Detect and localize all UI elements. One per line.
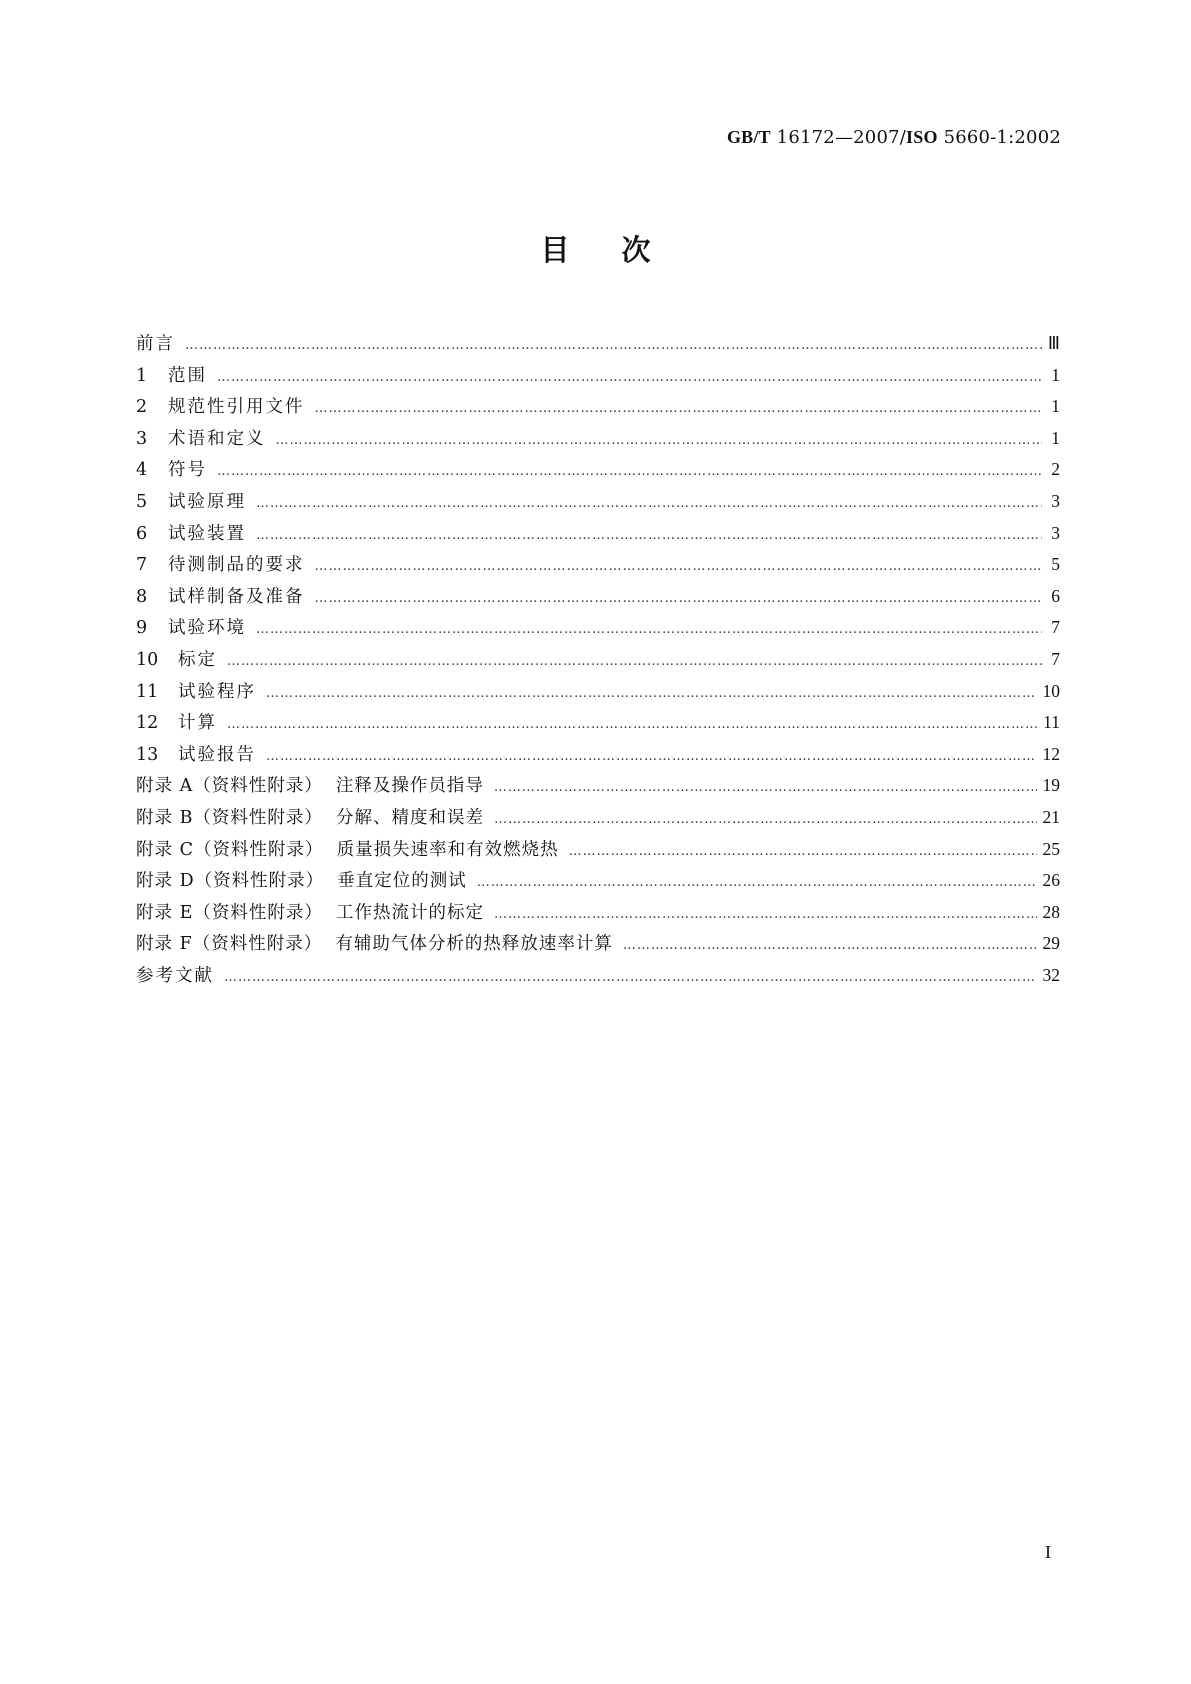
toc-entry-label: 计算	[178, 713, 217, 734]
toc-entry-number: 1	[136, 365, 148, 386]
toc-entry[interactable]	[136, 488, 1060, 520]
toc-entry-page: 6	[1051, 585, 1060, 606]
toc-entry-page: 5	[1051, 554, 1060, 575]
toc-entry-label: 试验装置	[168, 523, 246, 544]
toc-entry[interactable]	[136, 678, 1060, 710]
toc-entry-label: 符号	[168, 460, 207, 481]
toc-leader-dots	[256, 528, 1042, 543]
iso-prefix: ISO	[906, 127, 938, 147]
toc-entry-page: Ⅲ	[1047, 333, 1060, 353]
toc-leader-dots	[494, 907, 1037, 922]
toc-entry[interactable]	[136, 393, 1060, 425]
toc-leader-dots	[276, 433, 1043, 448]
toc-entry-page: 29	[1042, 933, 1060, 954]
toc-entry-number: 13	[136, 744, 159, 765]
toc-entry[interactable]	[136, 867, 1060, 899]
toc-entry-label: 附录 C（资料性附录） 质量损失速率和有效燃烧热	[136, 839, 559, 860]
toc-leader-dots	[227, 654, 1042, 669]
toc-entry-number: 4	[136, 460, 148, 481]
toc-entry-page: 26	[1042, 870, 1060, 891]
toc-entry-label: 规范性引用文件	[168, 397, 305, 418]
toc-entry[interactable]	[136, 930, 1060, 962]
toc-entry[interactable]	[136, 520, 1060, 552]
toc-entry-number: 11	[136, 681, 159, 702]
toc-entry[interactable]	[136, 804, 1060, 836]
toc-entry[interactable]	[136, 899, 1060, 931]
toc-leader-dots	[623, 938, 1037, 953]
toc-entry[interactable]	[136, 646, 1060, 678]
toc-entry-label: 前言	[136, 334, 175, 354]
toc-entry-label: 参考文献	[136, 965, 214, 986]
toc-leader-dots	[256, 496, 1042, 511]
standard-number: 16172—2007/	[770, 127, 907, 148]
toc-leader-dots	[315, 401, 1043, 416]
toc-entry[interactable]	[136, 836, 1060, 868]
toc-entry-label: 待测制品的要求	[168, 555, 305, 576]
toc-entry[interactable]	[136, 456, 1060, 488]
toc-entry-page: 12	[1042, 743, 1060, 764]
toc-leader-dots	[477, 875, 1037, 890]
toc-entry-number: 12	[136, 713, 159, 734]
standard-prefix: GB/T	[726, 127, 771, 147]
toc-entry[interactable]	[136, 425, 1060, 457]
iso-number: 5660-1:2002	[937, 127, 1061, 148]
page-number: I	[1045, 1542, 1051, 1562]
toc-entry-label: 试验环境	[168, 618, 246, 639]
toc-entry-label: 范围	[168, 365, 207, 386]
toc-entry-page: 25	[1042, 838, 1060, 859]
toc-entry-number: 3	[136, 428, 148, 449]
toc-leader-dots	[569, 844, 1037, 859]
toc-entry-number: 6	[136, 523, 148, 544]
page-title: 目次	[540, 233, 703, 267]
toc-entry-page: 7	[1051, 648, 1060, 669]
toc-entry-number: 5	[136, 491, 148, 512]
toc-entry-page: 3	[1051, 522, 1060, 543]
toc-entry-page: 1	[1051, 364, 1060, 385]
toc-entry-label: 试验原理	[168, 491, 246, 512]
toc-entry-label: 试验报告	[178, 744, 256, 765]
toc-leader-dots	[217, 464, 1042, 479]
toc-leader-dots	[494, 812, 1036, 827]
toc-entry[interactable]	[136, 772, 1060, 804]
toc-entry[interactable]	[136, 614, 1060, 646]
toc-leader-dots	[266, 749, 1037, 764]
toc-entry-page: 28	[1042, 901, 1060, 922]
toc-entry-page: 19	[1042, 775, 1060, 796]
toc-entry-page: 3	[1051, 490, 1060, 511]
toc-entry-label: 附录 E（资料性附录） 工作热流计的标定	[136, 902, 484, 923]
toc-leader-dots	[256, 622, 1042, 637]
toc-leader-dots	[217, 370, 1042, 385]
toc-leader-dots	[315, 559, 1043, 574]
toc-entry-label: 附录 B（资料性附录） 分解、精度和误差	[136, 807, 485, 828]
toc-entry-page: 1	[1051, 427, 1060, 448]
toc-entry-page: 21	[1042, 806, 1060, 827]
toc-leader-dots	[227, 717, 1037, 732]
toc-entry-label: 标定	[178, 649, 217, 670]
toc-entry-page: 11	[1043, 712, 1060, 733]
toc-entry-number: 9	[136, 618, 148, 639]
toc-entry-page: 2	[1051, 459, 1060, 480]
toc-leader-dots	[185, 338, 1042, 353]
toc-entry[interactable]	[136, 709, 1060, 741]
toc-leader-dots	[266, 686, 1037, 701]
toc-leader-dots	[224, 970, 1037, 985]
toc-entry[interactable]	[136, 583, 1060, 615]
toc-entry-page: 1	[1051, 396, 1060, 417]
toc-entry-label: 试验程序	[178, 681, 256, 702]
toc-leader-dots	[494, 780, 1037, 795]
toc-entry-label: 试样制备及准备	[168, 586, 305, 607]
toc-entry[interactable]	[136, 362, 1060, 394]
toc-entry-number: 2	[136, 397, 148, 418]
toc-entry-label: 术语和定义	[168, 428, 266, 449]
toc-entry[interactable]	[136, 741, 1060, 773]
toc-entry-label: 附录 D（资料性附录） 垂直定位的测试	[136, 871, 467, 892]
toc-entry-number: 7	[136, 555, 148, 576]
toc-entry-label: 附录 F（资料性附录） 有辅助气体分析的热释放速率计算	[136, 934, 613, 955]
toc-entry[interactable]	[136, 962, 1060, 994]
toc-entry-page: 32	[1042, 964, 1060, 985]
toc-entry-page: 10	[1042, 680, 1060, 701]
toc-leader-dots	[315, 591, 1043, 606]
toc-entry-label: 附录 A（资料性附录） 注释及操作员指导	[136, 776, 484, 797]
toc-entry-number: 8	[136, 586, 148, 607]
toc-entry[interactable]	[136, 330, 1060, 362]
toc-entry-page: 7	[1051, 617, 1060, 638]
standard-code	[727, 127, 1061, 148]
toc-entry[interactable]	[136, 551, 1060, 583]
toc-entry-number: 10	[136, 649, 159, 670]
table-of-contents	[136, 330, 1060, 993]
